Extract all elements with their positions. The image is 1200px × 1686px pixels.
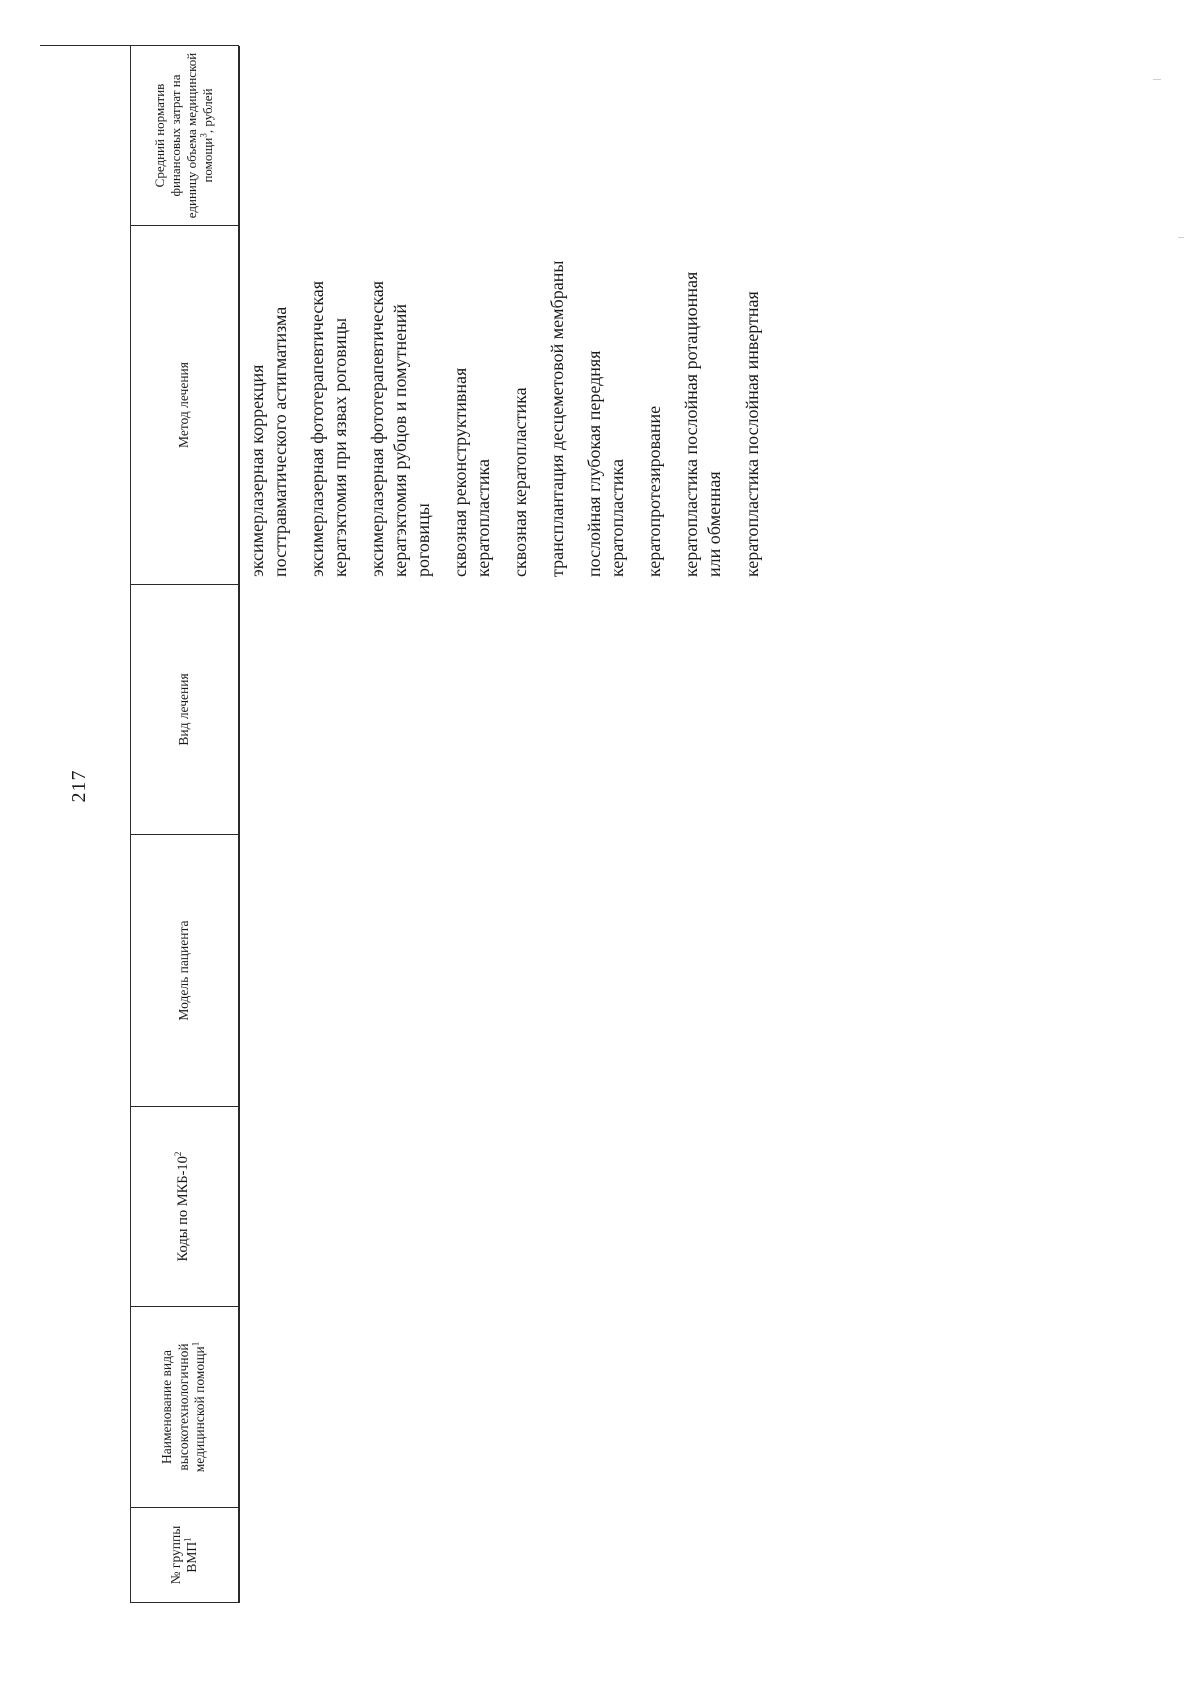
header-vmp-name: Наименование вида высокотехнологичной медицинской помощи$^1$ xyxy=(159,1341,208,1473)
header-treatment-type: Вид лечения xyxy=(175,673,191,746)
header-icd-codes: Коды по МКБ-$10^2$ xyxy=(173,1151,192,1262)
method-item: эксимерлазерная фототерапевтическая кератэктомия рубцов и помутнений роговицы xyxy=(367,280,434,577)
scan-speck xyxy=(1178,237,1184,238)
method-item: эксимерлазерная фототерапевтическая кератэктомия при язвах роговицы xyxy=(307,280,351,577)
method-item: кератопластика послойная инвертная xyxy=(741,291,762,577)
treatment-method-list xyxy=(246,247,778,577)
method-item: сквозная реконструктивная кератопластика xyxy=(450,367,494,577)
header-treatment-method: Метод лечения xyxy=(175,362,191,448)
page-number: 217 xyxy=(68,769,90,803)
scan-speck xyxy=(1153,79,1161,80)
method-item: кератопластика послойная ротационная или обменная xyxy=(681,271,725,577)
table-left-border xyxy=(130,1602,239,1603)
method-item: кератопротезирование xyxy=(644,405,665,577)
method-item: послойная глубокая передняя кератопластика xyxy=(584,350,628,577)
header-patient-model: Модель пациента xyxy=(175,920,191,1021)
header-cost-norm: Средний норматив финансовых затрат на единицу объема медицинской помощи$^3$, рублей xyxy=(152,52,215,219)
header-group-number: № группы ВМП$^1$ xyxy=(167,1525,199,1585)
method-item: эксимерлазерная коррекция посттравматического астигматизма xyxy=(247,306,291,577)
method-item: сквозная кератопластика xyxy=(510,387,531,577)
table-header-bottom-rule xyxy=(238,46,240,1603)
method-item: трансплантация десцеметовой мембраны xyxy=(547,260,568,577)
